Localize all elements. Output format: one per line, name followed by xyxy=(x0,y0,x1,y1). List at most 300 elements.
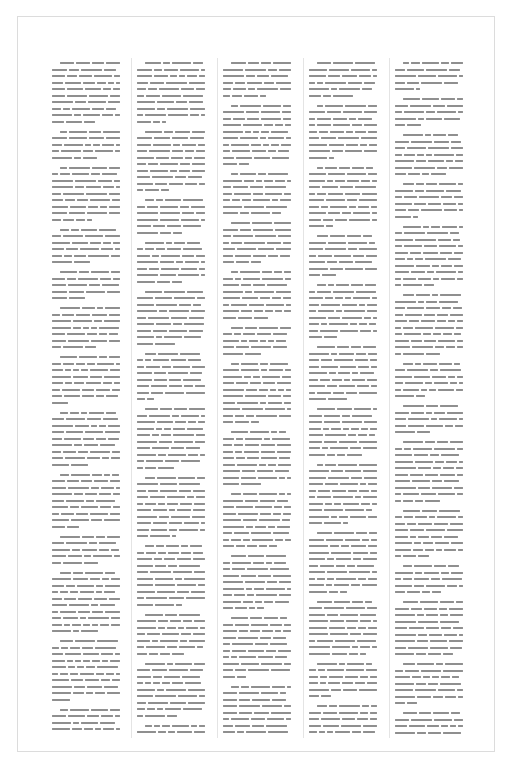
text-word xyxy=(67,333,85,335)
text-word xyxy=(223,705,237,707)
text-word xyxy=(91,327,97,329)
text-word xyxy=(91,340,107,342)
text-word xyxy=(364,421,377,423)
text-word xyxy=(137,95,144,97)
text-word xyxy=(104,474,110,476)
text-word xyxy=(434,412,445,414)
text-word xyxy=(395,480,410,482)
text-word xyxy=(370,718,377,720)
text-word xyxy=(327,669,344,671)
text-word xyxy=(309,173,326,175)
text-word xyxy=(347,663,364,665)
text-word xyxy=(325,483,338,485)
text-word xyxy=(188,702,205,704)
text-word xyxy=(276,248,291,250)
text-word xyxy=(336,284,349,286)
text-word xyxy=(171,317,187,319)
text-word xyxy=(101,679,110,681)
text-word xyxy=(52,69,67,71)
text-word xyxy=(284,310,291,312)
text-word xyxy=(250,630,260,632)
text-word xyxy=(188,359,201,361)
text-word xyxy=(184,336,201,338)
text-word xyxy=(74,114,81,116)
text-word xyxy=(66,542,87,544)
text-word xyxy=(137,529,149,531)
text-word xyxy=(85,144,91,146)
text-word xyxy=(52,506,68,508)
text-word xyxy=(422,173,429,175)
text-word xyxy=(257,607,264,609)
text-word xyxy=(63,451,76,453)
text-word xyxy=(414,578,429,580)
text-word xyxy=(223,297,240,299)
text-word xyxy=(242,199,251,201)
text-word xyxy=(413,448,432,450)
text-word xyxy=(61,150,81,152)
text-word xyxy=(92,167,107,169)
text-word xyxy=(434,382,448,384)
text-word xyxy=(160,206,178,208)
text-word xyxy=(331,88,337,90)
text-word xyxy=(264,438,270,440)
text-word xyxy=(403,441,423,443)
text-word xyxy=(113,88,120,90)
text-word xyxy=(167,496,185,498)
text-word xyxy=(145,199,154,201)
text-word xyxy=(115,114,120,116)
text-word xyxy=(78,611,90,613)
text-word xyxy=(232,95,242,97)
text-word xyxy=(280,199,291,201)
text-word xyxy=(321,695,331,697)
text-word xyxy=(235,415,244,417)
text-word xyxy=(441,725,448,727)
text-word xyxy=(442,307,451,309)
text-word xyxy=(259,493,277,495)
text-word xyxy=(116,673,120,675)
text-word xyxy=(407,702,417,704)
text-word xyxy=(223,402,235,404)
text-word xyxy=(370,712,377,714)
text-word xyxy=(309,669,316,671)
text-line xyxy=(395,700,463,707)
text-word xyxy=(52,150,59,152)
text-word xyxy=(201,415,205,417)
text-word xyxy=(101,487,114,489)
text-word xyxy=(85,572,103,574)
text-word xyxy=(450,725,456,727)
text-word xyxy=(349,653,358,655)
text-word xyxy=(395,653,414,655)
text-word xyxy=(353,255,364,257)
text-word xyxy=(258,477,277,479)
text-word xyxy=(52,686,72,688)
text-word xyxy=(426,627,439,629)
text-word xyxy=(417,663,434,665)
text-word xyxy=(457,493,463,495)
text-word xyxy=(404,245,422,247)
text-word xyxy=(223,581,243,583)
text-word xyxy=(94,598,107,600)
text-word xyxy=(317,82,323,84)
text-word xyxy=(340,614,358,616)
text-line xyxy=(52,628,120,635)
text-word xyxy=(309,206,319,208)
text-line xyxy=(52,259,120,266)
text-word xyxy=(324,509,343,511)
text-word xyxy=(223,519,241,521)
text-word xyxy=(183,225,201,227)
text-word xyxy=(111,271,120,273)
text-word xyxy=(428,203,441,205)
text-word xyxy=(155,297,172,299)
text-word xyxy=(284,402,291,404)
text-word xyxy=(259,519,280,521)
text-word xyxy=(83,157,97,159)
text-word xyxy=(335,219,347,221)
text-line xyxy=(395,651,463,658)
text-word xyxy=(266,206,287,208)
text-word xyxy=(459,75,463,77)
text-word xyxy=(395,278,401,280)
text-word xyxy=(309,82,315,84)
text-word xyxy=(371,206,377,208)
text-word xyxy=(284,506,291,508)
text-word xyxy=(421,493,436,495)
text-word xyxy=(163,62,170,64)
text-word xyxy=(268,340,274,342)
text-word xyxy=(458,725,463,727)
text-word xyxy=(261,131,269,133)
text-word xyxy=(60,62,74,64)
text-word xyxy=(105,235,120,237)
text-word xyxy=(454,265,463,267)
text-word xyxy=(83,327,89,329)
text-word xyxy=(421,670,441,672)
text-word xyxy=(62,389,80,391)
text-word xyxy=(370,428,377,430)
text-word xyxy=(85,235,103,237)
text-word xyxy=(251,624,268,626)
text-word xyxy=(395,536,408,538)
text-word xyxy=(434,448,455,450)
text-word xyxy=(184,522,199,524)
text-word xyxy=(405,314,422,316)
text-word xyxy=(354,408,371,410)
text-word xyxy=(231,686,239,688)
text-word xyxy=(159,516,169,518)
text-word xyxy=(241,340,247,342)
text-word xyxy=(164,558,175,560)
text-word xyxy=(258,248,274,250)
text-word xyxy=(223,88,231,90)
text-word xyxy=(309,297,323,299)
text-word xyxy=(223,206,242,208)
text-word xyxy=(353,552,368,554)
text-word xyxy=(339,705,360,707)
text-word xyxy=(279,581,291,583)
text-word xyxy=(309,558,325,560)
text-word xyxy=(411,271,425,273)
text-word xyxy=(148,490,158,492)
text-word xyxy=(154,725,160,727)
text-word xyxy=(52,242,70,244)
text-word xyxy=(231,617,248,619)
text-word xyxy=(104,686,118,688)
text-word xyxy=(83,438,94,440)
text-word xyxy=(317,601,332,603)
text-line xyxy=(223,674,291,681)
text-word xyxy=(438,389,454,391)
text-word xyxy=(167,108,188,110)
text-word xyxy=(241,686,249,688)
text-word xyxy=(364,477,377,479)
text-word xyxy=(395,154,402,156)
text-word xyxy=(395,542,412,544)
text-word xyxy=(68,487,89,489)
text-word xyxy=(339,712,358,714)
text-word xyxy=(273,62,291,64)
text-word xyxy=(261,444,275,446)
text-word xyxy=(137,379,152,381)
text-word xyxy=(363,558,377,560)
text-word xyxy=(246,111,259,113)
text-word xyxy=(241,369,259,371)
text-word xyxy=(185,150,194,152)
text-word xyxy=(421,209,442,211)
text-word xyxy=(100,604,115,606)
text-word xyxy=(177,584,196,586)
text-word xyxy=(145,663,165,665)
text-word xyxy=(334,584,349,586)
text-word xyxy=(52,578,71,580)
text-word xyxy=(437,111,456,113)
text-word xyxy=(309,111,325,113)
text-word xyxy=(367,304,377,306)
text-word xyxy=(193,558,205,560)
text-word xyxy=(193,633,205,635)
text-word xyxy=(332,646,350,648)
text-word xyxy=(407,147,426,149)
text-word xyxy=(425,134,431,136)
text-word xyxy=(115,715,120,717)
text-word xyxy=(425,441,435,443)
text-word xyxy=(223,248,235,250)
text-word xyxy=(103,418,118,420)
text-word xyxy=(358,627,366,629)
text-word xyxy=(169,310,189,312)
text-word xyxy=(86,193,107,195)
text-word xyxy=(223,601,241,603)
text-word xyxy=(441,278,455,280)
text-word xyxy=(165,392,184,394)
text-word xyxy=(165,708,181,710)
text-word xyxy=(309,274,320,276)
text-word xyxy=(84,555,91,557)
text-word xyxy=(454,487,463,489)
text-word xyxy=(164,69,178,71)
text-word xyxy=(85,346,96,348)
text-word xyxy=(223,470,240,472)
text-word xyxy=(458,271,463,273)
text-word xyxy=(335,731,350,733)
text-word xyxy=(309,248,323,250)
text-word xyxy=(76,62,90,64)
text-word xyxy=(458,696,463,698)
text-word xyxy=(74,444,82,446)
text-word xyxy=(340,330,358,332)
text-word xyxy=(52,284,66,286)
text-word xyxy=(195,441,205,443)
text-word xyxy=(65,653,81,655)
text-word xyxy=(164,131,173,133)
text-word xyxy=(395,203,412,205)
text-word xyxy=(173,366,190,368)
text-word xyxy=(360,614,376,616)
text-word xyxy=(424,572,439,574)
text-word xyxy=(192,366,205,368)
text-word xyxy=(72,242,88,244)
text-word xyxy=(97,82,106,84)
text-word xyxy=(352,601,363,603)
text-word xyxy=(137,702,146,704)
text-word xyxy=(247,82,262,84)
text-word xyxy=(198,421,205,423)
text-word xyxy=(244,451,259,453)
text-word xyxy=(137,490,146,492)
text-word xyxy=(243,333,255,335)
text-word xyxy=(395,585,412,587)
text-word xyxy=(428,653,441,655)
text-word xyxy=(223,588,244,590)
text-word xyxy=(60,356,77,358)
text-word xyxy=(85,493,97,495)
text-word xyxy=(193,62,203,64)
text-word xyxy=(372,297,377,299)
text-word xyxy=(102,457,109,459)
text-word xyxy=(437,441,448,443)
text-word xyxy=(187,75,197,77)
text-word xyxy=(188,176,202,178)
text-word xyxy=(52,108,61,110)
text-word xyxy=(52,728,70,730)
text-word xyxy=(277,500,288,502)
text-word xyxy=(67,75,77,77)
text-word xyxy=(407,523,416,525)
text-word xyxy=(92,611,103,613)
text-word xyxy=(415,190,424,192)
text-word xyxy=(65,382,72,384)
text-word xyxy=(433,333,441,335)
text-word xyxy=(284,705,291,707)
text-word xyxy=(52,144,62,146)
text-word xyxy=(358,366,369,368)
text-word xyxy=(271,712,291,714)
text-word xyxy=(104,519,120,521)
text-word xyxy=(360,372,374,374)
text-word xyxy=(52,519,69,521)
text-word xyxy=(240,271,260,273)
text-word xyxy=(268,731,288,733)
text-word xyxy=(337,408,352,410)
text-word xyxy=(145,467,156,469)
text-word xyxy=(52,297,67,299)
text-word xyxy=(186,627,198,629)
text-word xyxy=(52,206,68,208)
text-word xyxy=(96,536,105,538)
text-word xyxy=(196,150,205,152)
text-word xyxy=(254,291,274,293)
text-word xyxy=(309,157,327,159)
text-word xyxy=(177,558,191,560)
text-word xyxy=(181,219,199,221)
text-word xyxy=(432,487,452,489)
text-word xyxy=(403,578,412,580)
text-word xyxy=(351,545,366,547)
text-word xyxy=(223,150,230,152)
text-word xyxy=(309,317,326,319)
text-word xyxy=(108,101,120,103)
text-word xyxy=(79,356,97,358)
text-word xyxy=(364,111,377,113)
text-word xyxy=(111,624,120,626)
text-word xyxy=(320,565,334,567)
text-word xyxy=(403,98,420,100)
text-word xyxy=(283,297,291,299)
text-word xyxy=(282,111,291,113)
text-word xyxy=(104,69,116,71)
text-word xyxy=(275,180,285,182)
text-word xyxy=(415,363,421,365)
text-line xyxy=(137,602,205,609)
text-word xyxy=(110,480,120,482)
text-word xyxy=(404,111,424,113)
text-word xyxy=(223,95,230,97)
text-word xyxy=(366,663,372,665)
text-word xyxy=(426,405,438,407)
text-word xyxy=(177,591,189,593)
text-word xyxy=(237,731,244,733)
text-word xyxy=(181,268,197,270)
text-word xyxy=(255,643,268,645)
text-word xyxy=(92,314,107,316)
text-word xyxy=(52,314,60,316)
text-line xyxy=(395,122,463,129)
text-word xyxy=(68,715,85,717)
text-word xyxy=(409,627,424,629)
text-word xyxy=(356,353,366,355)
text-word xyxy=(424,608,437,610)
text-word xyxy=(276,340,286,342)
text-word xyxy=(439,183,456,185)
text-word xyxy=(231,718,249,720)
text-word xyxy=(52,382,63,384)
text-word xyxy=(408,209,419,211)
text-word xyxy=(372,180,377,182)
text-word xyxy=(395,418,406,420)
text-line xyxy=(223,315,291,322)
text-word xyxy=(459,209,463,211)
text-word xyxy=(52,666,66,668)
text-line xyxy=(309,520,377,527)
text-word xyxy=(145,248,154,250)
text-word xyxy=(177,509,191,511)
text-word xyxy=(262,278,283,280)
text-word xyxy=(355,682,365,684)
text-word xyxy=(425,382,432,384)
text-word xyxy=(82,647,93,649)
